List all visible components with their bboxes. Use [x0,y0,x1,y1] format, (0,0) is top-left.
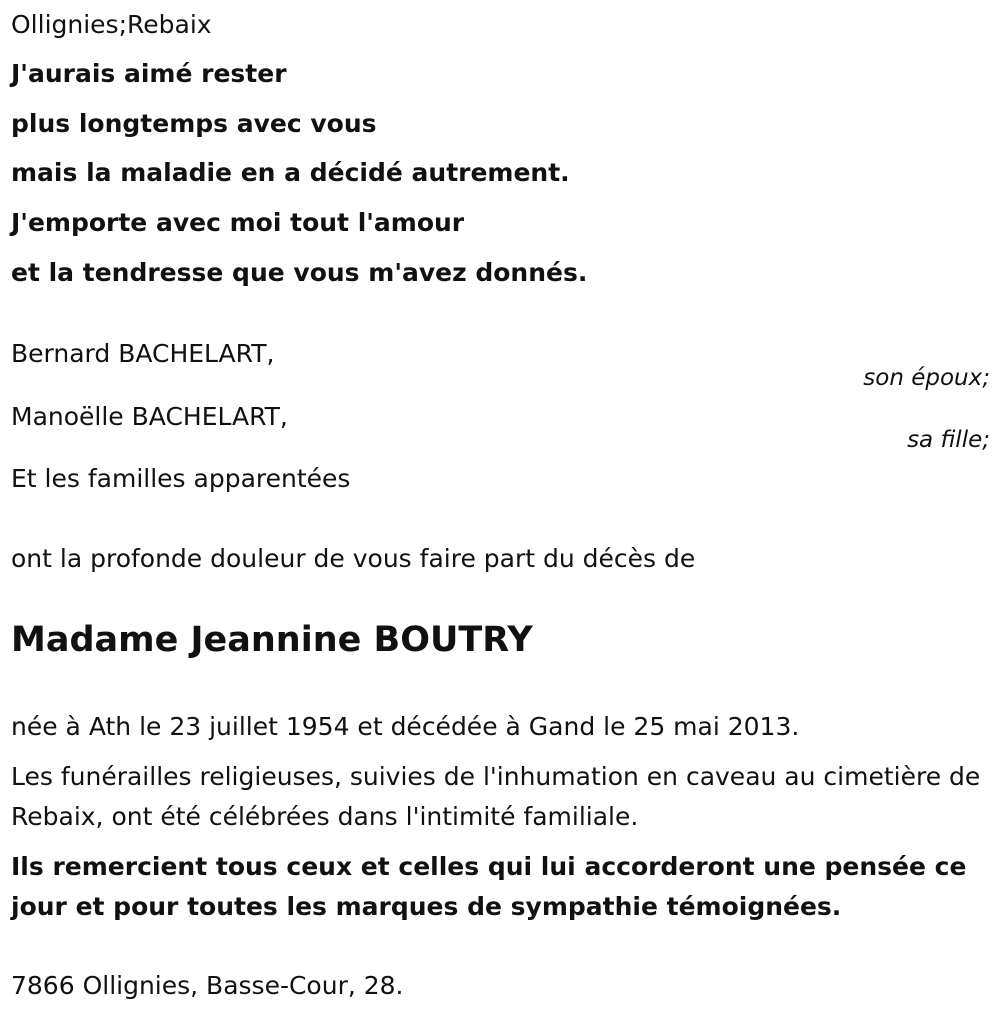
family-member-relation: son époux; [863,365,990,391]
family-member-name: Bernard BACHELART, [11,339,275,368]
thanks-text: Ils remercient tous ceux et celles qui lui accorderont une pensée ce jour et pour toutes les marques de sympathie témoignées. [11,852,967,921]
poem-line: J'emporte avec moi tout l'amour [11,208,465,237]
funeral-info: Les funérailles religieuses, suivies de l'inhumation en caveau au cimetière de Rebaix, ont été célébrées dans l'intimité familiale. [11,762,981,831]
poem-line: plus longtemps avec vous [11,109,377,138]
family-member-name: Manoëlle BACHELART, [11,402,288,431]
birth-death-dates: née à Ath le 23 juillet 1954 et décédée à Gand le 25 mai 2013. [11,712,800,741]
deceased-name: Madame Jeannine BOUTRY [11,620,533,660]
location-header: Ollignies;Rebaix [11,10,212,39]
announcement-text: ont la profonde douleur de vous faire part du décès de [11,544,696,573]
poem-line: J'aurais aimé rester [11,59,287,88]
address: 7866 Ollignies, Basse-Cour, 28. [11,971,404,1000]
family-others: Et les familles apparentées [11,464,351,493]
poem-line: et la tendresse que vous m'avez donnés. [11,258,588,287]
family-member-relation: sa fille; [907,427,990,453]
poem-line: mais la maladie en a décidé autrement. [11,158,570,187]
